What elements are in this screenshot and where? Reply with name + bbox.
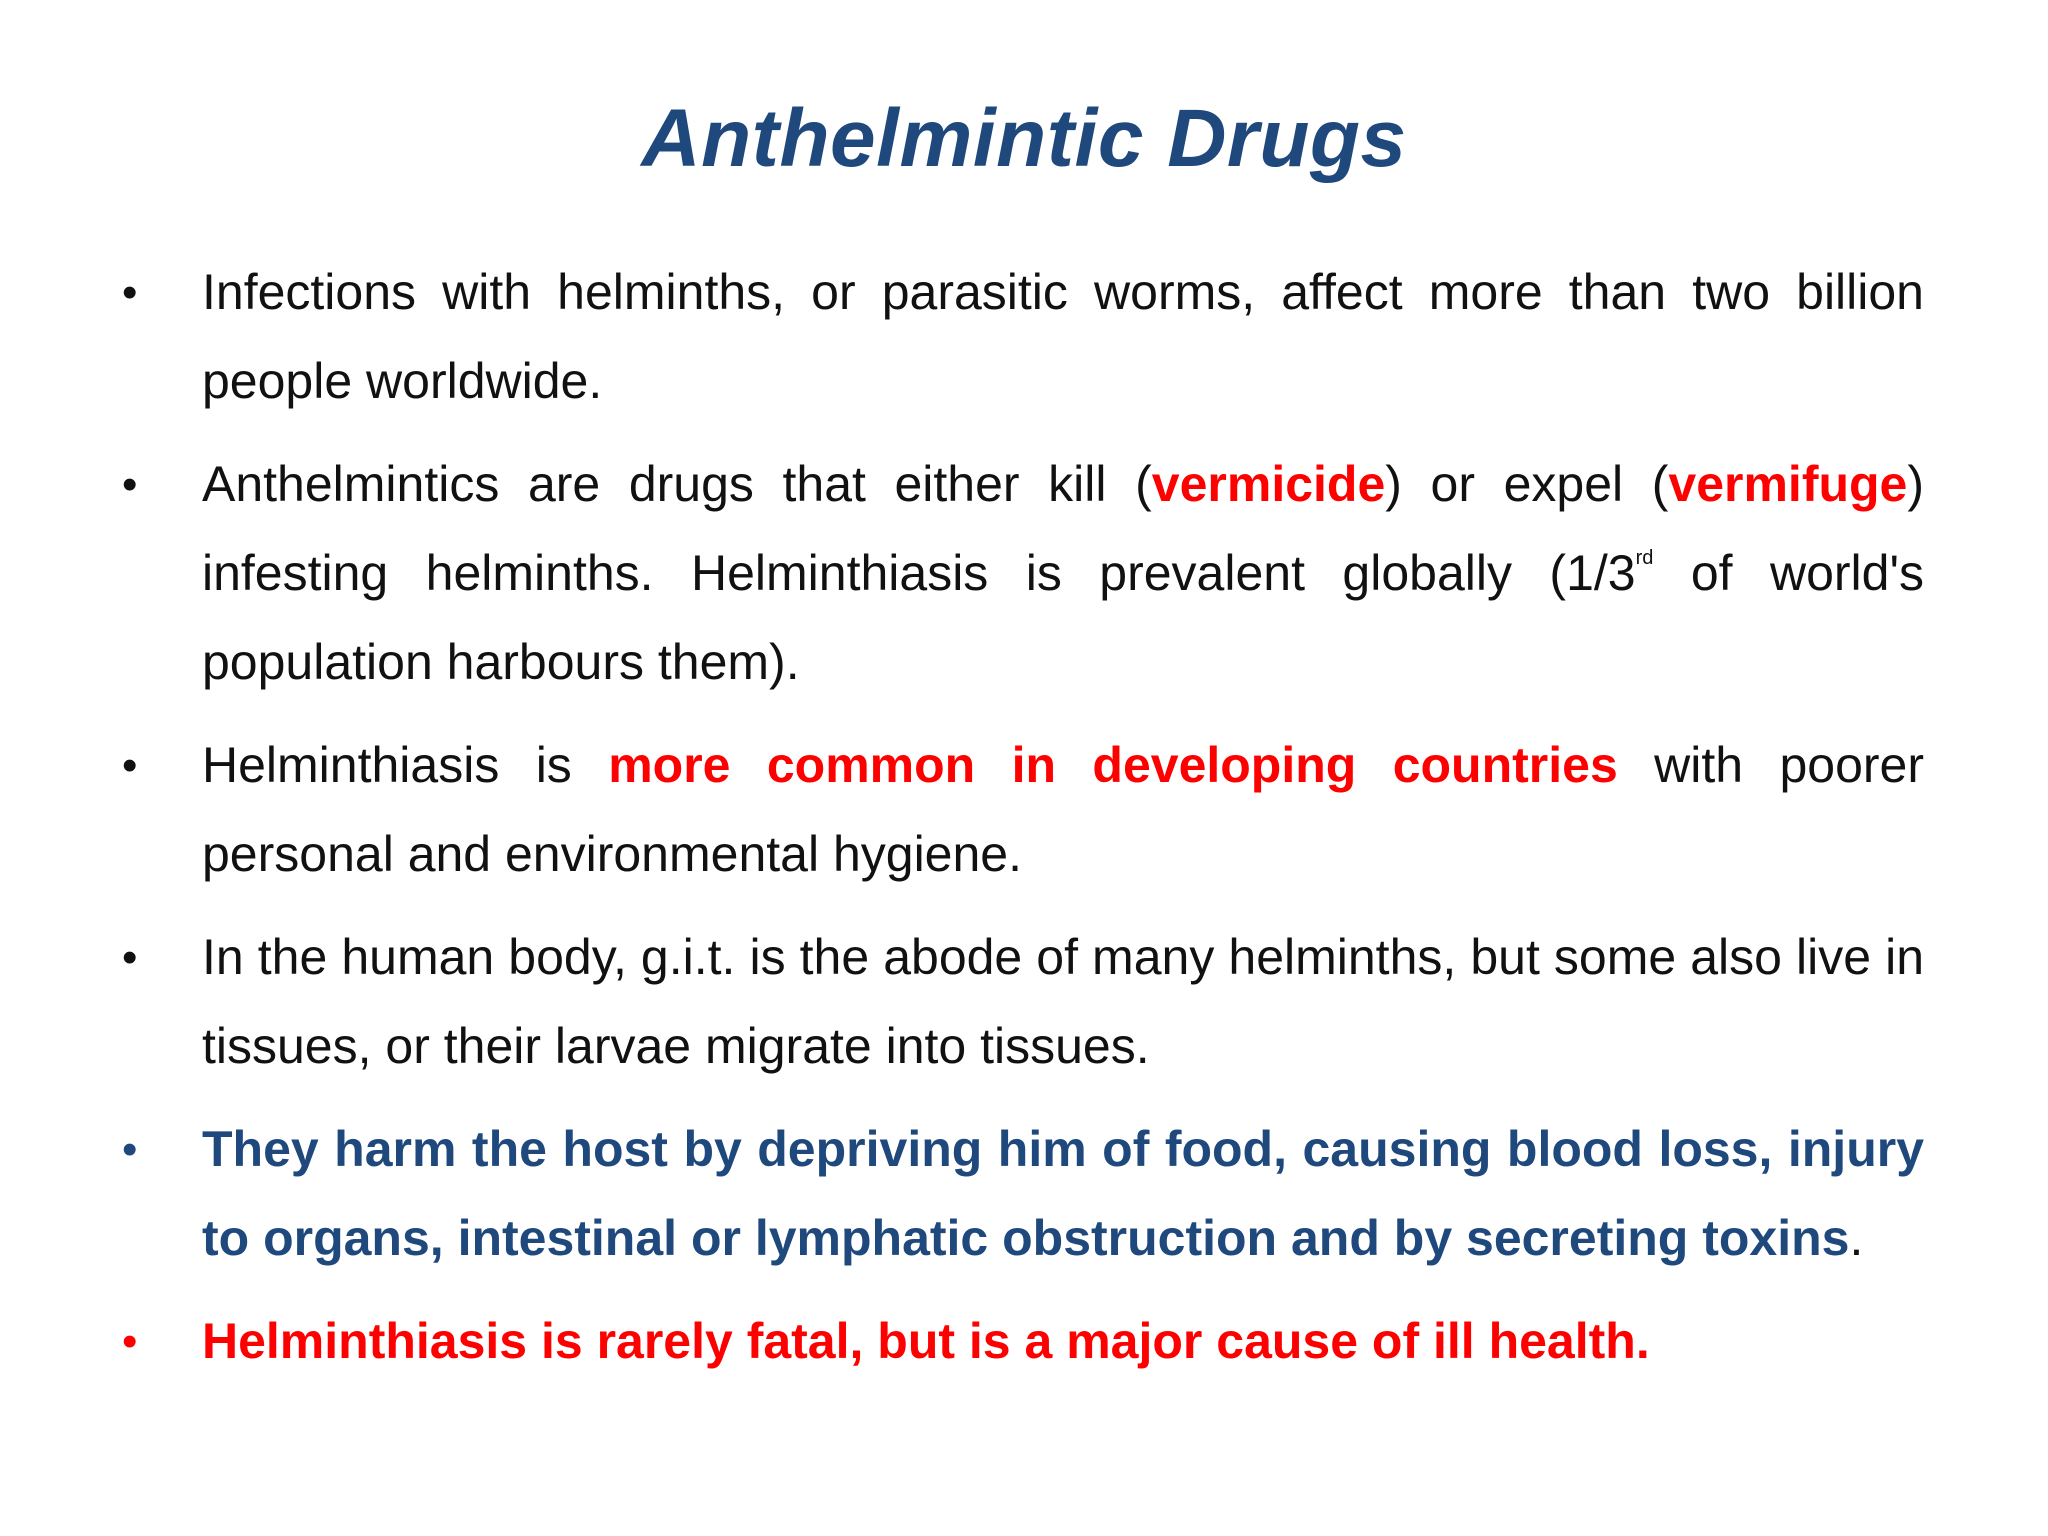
bullet-item: [112, 440, 1924, 707]
bullet-item: [112, 1297, 1924, 1386]
slide-title: Anthelmintic Drugs: [641, 93, 1407, 184]
bullet-text: In the human body, g.i.t. is the abode of many helminths, but some also live in tissues, or their larvae migrate into tissues.: [202, 929, 1924, 1074]
bullet-dot-icon: •: [122, 933, 138, 982]
bullet-text: of world's population harbours them).: [202, 545, 1924, 690]
bullet-dot-icon: •: [122, 1125, 138, 1174]
bullet-dot-icon: •: [122, 460, 138, 509]
bullet-dot-icon: •: [122, 741, 138, 790]
bullet-text: Helminthiasis is: [202, 737, 609, 793]
bullet-item: [112, 913, 1924, 1091]
emphasis-ill-health: Helminthiasis is rarely fatal, but is a major cause of ill health.: [202, 1313, 1650, 1369]
bullet-text: ) infesting helminths. Helminthiasis is prevalent globally (1/3: [202, 456, 1925, 601]
term-vermifuge: vermifuge: [1668, 456, 1908, 512]
bullet-text: with poorer personal and environmental hygiene.: [202, 737, 1924, 882]
bullet-list: [112, 248, 1924, 1400]
bullet-item: [112, 1105, 1924, 1283]
emphasis-harm-to-host: They harm the host by depriving him of food, causing blood loss, injury to organs, intestinal or lymphatic obstruction and by secreting toxins: [202, 1121, 1924, 1266]
emphasis-developing-countries: more common in developing countries: [608, 737, 1618, 793]
bullet-dot-icon: •: [122, 268, 138, 317]
term-vermicide: vermicide: [1151, 456, 1386, 512]
bullet-item: [112, 248, 1924, 426]
bullet-dot-icon: •: [122, 1317, 138, 1366]
bullet-text: Anthelmintics are drugs that either kill (: [202, 456, 1152, 512]
bullet-item: [112, 721, 1924, 899]
bullet-text: Infections with helminths, or parasitic worms, affect more than two billion people worldwide.: [202, 264, 1924, 409]
ordinal-superscript: rd: [1635, 547, 1654, 569]
bullet-text: ) or expel (: [1385, 456, 1669, 512]
bullet-text: .: [1849, 1210, 1864, 1266]
